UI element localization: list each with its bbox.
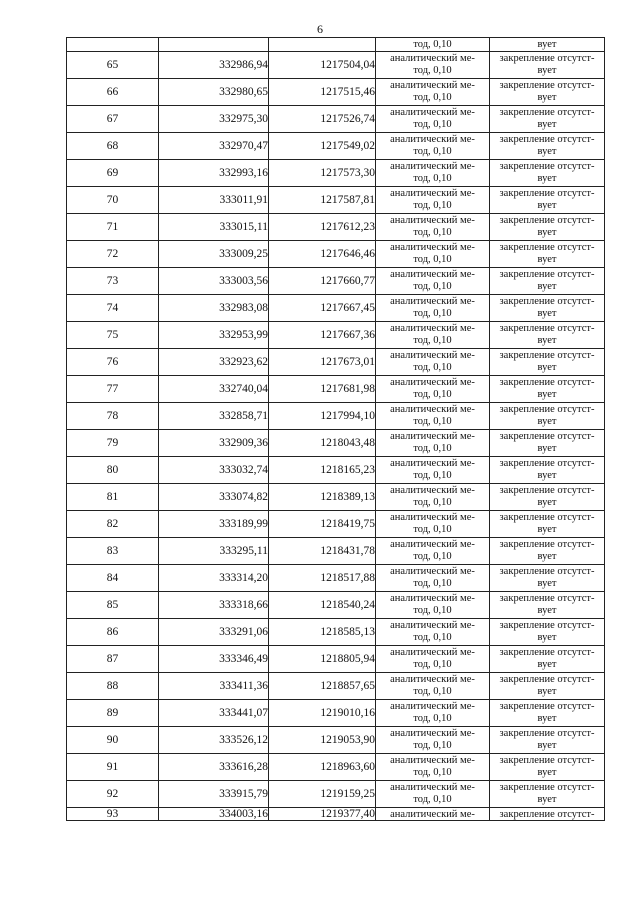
cell-y <box>269 38 376 52</box>
cell-fix <box>490 457 605 484</box>
cell-x: 333009,25 <box>159 241 269 268</box>
cell-fix <box>490 160 605 187</box>
cell-x: 333074,82 <box>159 484 269 511</box>
method-line-1: аналитический ме- <box>390 755 475 766</box>
cell-num: 66 <box>67 79 159 106</box>
cell-method <box>376 511 490 538</box>
method-line-1: аналитический ме- <box>390 80 475 91</box>
method-line-1: аналитический ме- <box>390 620 475 631</box>
cell-fix <box>490 133 605 160</box>
fix-line-1: закрепление отсутст- <box>499 377 595 388</box>
table-row-last <box>67 808 605 821</box>
method-line-2: тод, 0,10 <box>413 497 452 508</box>
cell-method <box>376 295 490 322</box>
method-line-2: тод, 0,10 <box>413 335 452 346</box>
cell-fix <box>490 106 605 133</box>
fix-line-2: вует <box>537 362 557 373</box>
fix-line-1: закрепление отсутст- <box>499 431 595 442</box>
method-line-2: тод, 0,10 <box>413 281 452 292</box>
cell-y: 1218419,75 <box>269 511 376 538</box>
method-line-1: аналитический ме- <box>390 674 475 685</box>
fix-line-1: закрепление отсутст- <box>499 728 595 739</box>
table-row <box>67 79 605 106</box>
cell-num: 73 <box>67 268 159 295</box>
table-row <box>67 106 605 133</box>
cell-y: 1218857,65 <box>269 673 376 700</box>
cell-y: 1217549,02 <box>269 133 376 160</box>
cell-y: 1219159,25 <box>269 781 376 808</box>
cell-num: 67 <box>67 106 159 133</box>
method-line-2: тод, 0,10 <box>413 686 452 697</box>
method-line-1: аналитический ме- <box>390 512 475 523</box>
fix-line-1: закрепление отсутст- <box>499 269 595 280</box>
fix-line-2: вует <box>537 443 557 454</box>
cell-x: 332909,36 <box>159 430 269 457</box>
cell-x: 333189,99 <box>159 511 269 538</box>
fix-line-2: вует <box>537 497 557 508</box>
cell-y: 1218805,94 <box>269 646 376 673</box>
fix-line-2: вует <box>537 389 557 400</box>
cell-method <box>376 241 490 268</box>
fix-line-2: вует <box>537 740 557 751</box>
cell-y: 1218165,23 <box>269 457 376 484</box>
fix-line-2: вует <box>537 146 557 157</box>
fix-line-2: вует <box>537 416 557 427</box>
cell-x: 333295,11 <box>159 538 269 565</box>
fix-line-1: закрепление отсутст- <box>499 404 595 415</box>
cell-x: 332970,47 <box>159 133 269 160</box>
method-line-2: тод, 0,10 <box>413 173 452 184</box>
table-row <box>67 322 605 349</box>
cell-fix <box>490 538 605 565</box>
fix-line-1: закрепление отсутст- <box>499 242 595 253</box>
cell-x: 333011,91 <box>159 187 269 214</box>
method-line-1: аналитический ме- <box>390 269 475 280</box>
cell-method <box>376 457 490 484</box>
cell-num: 70 <box>67 187 159 214</box>
cell-x: 333291,06 <box>159 619 269 646</box>
fix-line-1: закрепление отсутст- <box>499 755 595 766</box>
table-row <box>67 295 605 322</box>
cell-y: 1217612,23 <box>269 214 376 241</box>
table-row-continuation <box>67 38 605 52</box>
fix-line-2: вует <box>537 686 557 697</box>
cell-num: 78 <box>67 403 159 430</box>
cell-fix <box>490 754 605 781</box>
table-row <box>67 403 605 430</box>
cell-fix <box>490 484 605 511</box>
cell-y: 1218540,24 <box>269 592 376 619</box>
cell-x: 332983,08 <box>159 295 269 322</box>
method-line-1: аналитический ме- <box>390 404 475 415</box>
cell-fix: вует <box>490 38 605 52</box>
cell-y: 1217667,45 <box>269 295 376 322</box>
method-line-2: тод, 0,10 <box>413 119 452 130</box>
method-line-1: аналитический ме- <box>390 53 475 64</box>
cell-method <box>376 727 490 754</box>
method-line-1: аналитический ме- <box>390 188 475 199</box>
cell-y: 1219053,90 <box>269 727 376 754</box>
table-row <box>67 592 605 619</box>
fix-line-1: закрепление отсутст- <box>499 539 595 550</box>
cell-num: 71 <box>67 214 159 241</box>
cell-y: 1217660,77 <box>269 268 376 295</box>
fix-line-1: закрепление отсутст- <box>499 566 595 577</box>
table-row <box>67 700 605 727</box>
table-row <box>67 646 605 673</box>
cell-y: 1218043,48 <box>269 430 376 457</box>
table-row <box>67 781 605 808</box>
fix-line-2: вует <box>537 632 557 643</box>
fix-line-1: закрепление отсутст- <box>499 458 595 469</box>
method-line-1: аналитический ме- <box>390 107 475 118</box>
cell-method <box>376 322 490 349</box>
cell-fix <box>490 646 605 673</box>
fix-line-2: вует <box>537 200 557 211</box>
cell-fix <box>490 592 605 619</box>
cell-fix <box>490 727 605 754</box>
table-row <box>67 376 605 403</box>
cell-method <box>376 187 490 214</box>
cell-y: 1217681,98 <box>269 376 376 403</box>
fix-line-1: закрепление отсутст- <box>499 350 595 361</box>
cell-num: 83 <box>67 538 159 565</box>
method-line-2: тод, 0,10 <box>413 254 452 265</box>
fix-line-1: закрепление отсутст- <box>499 296 595 307</box>
cell-y: 1217515,46 <box>269 79 376 106</box>
cell-num: 88 <box>67 673 159 700</box>
cell-fix <box>490 268 605 295</box>
cell-y: 1219010,16 <box>269 700 376 727</box>
cell-x: 333526,12 <box>159 727 269 754</box>
cell-x: 332993,16 <box>159 160 269 187</box>
method-line-2: тод, 0,10 <box>413 200 452 211</box>
cell-method <box>376 592 490 619</box>
table-row <box>67 484 605 511</box>
cell-fix <box>490 187 605 214</box>
cell-num: 75 <box>67 322 159 349</box>
table-row <box>67 349 605 376</box>
method-line-1: аналитический ме- <box>390 566 475 577</box>
fix-line-1: закрепление отсутст- <box>499 80 595 91</box>
cell-method <box>376 214 490 241</box>
cell-x: 332986,94 <box>159 52 269 79</box>
cell-num: 81 <box>67 484 159 511</box>
cell-x: 333318,66 <box>159 592 269 619</box>
cell-y: 1217587,81 <box>269 187 376 214</box>
cell-method <box>376 268 490 295</box>
method-line-2: тод, 0,10 <box>413 362 452 373</box>
method-line-1: аналитический ме- <box>390 782 475 793</box>
method-line-1: аналитический ме- <box>390 728 475 739</box>
cell-method <box>376 52 490 79</box>
method-line-1: аналитический ме- <box>390 485 475 496</box>
fix-line-1: закрепление отсутст- <box>499 107 595 118</box>
cell-x: 333411,36 <box>159 673 269 700</box>
fix-line-1: закрепление отсутст- <box>499 323 595 334</box>
fix-line-2: вует <box>537 65 557 76</box>
table-row <box>67 268 605 295</box>
cell-x: 332923,62 <box>159 349 269 376</box>
cell-x: 333616,28 <box>159 754 269 781</box>
cell-y: 1217667,36 <box>269 322 376 349</box>
method-line-2: тод, 0,10 <box>413 470 452 481</box>
method-line-2: тод, 0,10 <box>413 416 452 427</box>
method-line-2: тод, 0,10 <box>413 794 452 805</box>
fix-line-2: вует <box>537 713 557 724</box>
cell-y: 1218431,78 <box>269 538 376 565</box>
table-row <box>67 430 605 457</box>
cell-method: аналитический ме- <box>376 808 490 821</box>
cell-fix <box>490 376 605 403</box>
method-line-1: аналитический ме- <box>390 350 475 361</box>
table-row <box>67 160 605 187</box>
cell-fix <box>490 781 605 808</box>
method-line-2: тод, 0,10 <box>413 389 452 400</box>
fix-line-2: вует <box>537 308 557 319</box>
cell-method <box>376 646 490 673</box>
cell-num <box>67 38 159 52</box>
fix-line-2: вует <box>537 794 557 805</box>
cell-num: 80 <box>67 457 159 484</box>
fix-line-2: вует <box>537 659 557 670</box>
cell-fix <box>490 565 605 592</box>
cell-y: 1218963,60 <box>269 754 376 781</box>
method-line-2: тод, 0,10 <box>413 524 452 535</box>
method-line-1: аналитический ме- <box>390 647 475 658</box>
cell-num: 76 <box>67 349 159 376</box>
cell-num: 72 <box>67 241 159 268</box>
table-row <box>67 52 605 79</box>
cell-y: 1218517,88 <box>269 565 376 592</box>
method-line-2: тод, 0,10 <box>413 740 452 751</box>
table-row <box>67 511 605 538</box>
cell-method <box>376 700 490 727</box>
table-row <box>67 457 605 484</box>
table-row <box>67 754 605 781</box>
cell-num: 92 <box>67 781 159 808</box>
method-line-2: тод, 0,10 <box>413 443 452 454</box>
table-row <box>67 538 605 565</box>
cell-num: 84 <box>67 565 159 592</box>
cell-x: 333003,56 <box>159 268 269 295</box>
method-line-2: тод, 0,10 <box>413 713 452 724</box>
method-line-2: тод, 0,10 <box>413 308 452 319</box>
method-line-2: тод, 0,10 <box>413 578 452 589</box>
fix-line-1: закрепление отсутст- <box>499 647 595 658</box>
cell-method <box>376 403 490 430</box>
cell-y: 1217994,10 <box>269 403 376 430</box>
method-line-1: аналитический ме- <box>390 161 475 172</box>
cell-method <box>376 79 490 106</box>
cell-method <box>376 349 490 376</box>
cell-y: 1217526,74 <box>269 106 376 133</box>
method-line-2: тод, 0,10 <box>413 632 452 643</box>
cell-fix <box>490 673 605 700</box>
cell-num: 90 <box>67 727 159 754</box>
method-line-2: тод, 0,10 <box>413 659 452 670</box>
fix-line-2: вует <box>537 605 557 616</box>
cell-num: 68 <box>67 133 159 160</box>
cell-num: 87 <box>67 646 159 673</box>
method-line-1: аналитический ме- <box>390 296 475 307</box>
cell-method <box>376 430 490 457</box>
cell-y: 1217646,46 <box>269 241 376 268</box>
cell-num: 77 <box>67 376 159 403</box>
fix-line-1: закрепление отсутст- <box>499 485 595 496</box>
cell-method <box>376 781 490 808</box>
table-row <box>67 565 605 592</box>
cell-x: 332740,04 <box>159 376 269 403</box>
cell-x: 333346,49 <box>159 646 269 673</box>
coordinates-table <box>66 37 605 821</box>
cell-num: 79 <box>67 430 159 457</box>
cell-method <box>376 133 490 160</box>
cell-num: 93 <box>67 808 159 821</box>
cell-y: 1217573,30 <box>269 160 376 187</box>
table-row <box>67 214 605 241</box>
cell-y: 1219377,40 <box>269 808 376 821</box>
cell-x <box>159 38 269 52</box>
method-line-1: аналитический ме- <box>390 242 475 253</box>
cell-fix <box>490 295 605 322</box>
table-row <box>67 727 605 754</box>
method-line-2: тод, 0,10 <box>413 605 452 616</box>
method-line-2: тод, 0,10 <box>413 65 452 76</box>
table-row <box>67 673 605 700</box>
cell-method <box>376 376 490 403</box>
table-row <box>67 241 605 268</box>
fix-line-1: закрепление отсутст- <box>499 215 595 226</box>
cell-num: 69 <box>67 160 159 187</box>
fix-line-1: закрепление отсутст- <box>499 134 595 145</box>
cell-num: 89 <box>67 700 159 727</box>
cell-x: 333441,07 <box>159 700 269 727</box>
cell-num: 91 <box>67 754 159 781</box>
fix-line-2: вует <box>537 119 557 130</box>
table-row <box>67 133 605 160</box>
cell-method <box>376 565 490 592</box>
fix-line-2: вует <box>537 767 557 778</box>
fix-line-2: вует <box>537 281 557 292</box>
method-line-1: аналитический ме- <box>390 593 475 604</box>
table-body <box>67 38 605 821</box>
cell-fix <box>490 349 605 376</box>
fix-line-2: вует <box>537 470 557 481</box>
fix-line-1: закрепление отсутст- <box>499 161 595 172</box>
method-line-2: тод, 0,10 <box>413 92 452 103</box>
cell-method <box>376 619 490 646</box>
method-line-1: аналитический ме- <box>390 134 475 145</box>
method-line-1: аналитический ме- <box>390 539 475 550</box>
method-line-1: аналитический ме- <box>390 458 475 469</box>
cell-fix <box>490 79 605 106</box>
method-line-1: аналитический ме- <box>390 431 475 442</box>
cell-num: 65 <box>67 52 159 79</box>
cell-method <box>376 484 490 511</box>
cell-fix <box>490 403 605 430</box>
fix-line-2: вует <box>537 227 557 238</box>
method-line-2: тод, 0,10 <box>413 146 452 157</box>
cell-fix <box>490 511 605 538</box>
cell-num: 85 <box>67 592 159 619</box>
cell-method <box>376 754 490 781</box>
cell-fix <box>490 430 605 457</box>
cell-fix <box>490 214 605 241</box>
cell-x: 332980,65 <box>159 79 269 106</box>
cell-x: 334003,16 <box>159 808 269 821</box>
page-number: 6 <box>317 22 323 36</box>
fix-line-1: закрепление отсутст- <box>499 188 595 199</box>
fix-line-1: закрепление отсутст- <box>499 53 595 64</box>
cell-method <box>376 160 490 187</box>
fix-line-1: закрепление отсутст- <box>499 620 595 631</box>
cell-x: 333032,74 <box>159 457 269 484</box>
fix-line-1: закрепление отсутст- <box>499 782 595 793</box>
cell-x: 333015,11 <box>159 214 269 241</box>
cell-x: 333314,20 <box>159 565 269 592</box>
method-line-2: тод, 0,10 <box>413 551 452 562</box>
fix-line-1: закрепление отсутст- <box>499 593 595 604</box>
method-line-1: аналитический ме- <box>390 377 475 388</box>
cell-x: 332953,99 <box>159 322 269 349</box>
cell-y: 1217504,04 <box>269 52 376 79</box>
fix-line-2: вует <box>537 173 557 184</box>
cell-method <box>376 538 490 565</box>
cell-y: 1218389,13 <box>269 484 376 511</box>
cell-num: 86 <box>67 619 159 646</box>
method-line-1: аналитический ме- <box>390 323 475 334</box>
fix-line-2: вует <box>537 578 557 589</box>
fix-line-2: вует <box>537 335 557 346</box>
cell-fix: закрепление отсутст- <box>490 808 605 821</box>
cell-fix <box>490 241 605 268</box>
fix-line-1: закрепление отсутст- <box>499 512 595 523</box>
method-line-2: тод, 0,10 <box>413 767 452 778</box>
cell-fix <box>490 52 605 79</box>
cell-fix <box>490 322 605 349</box>
cell-method <box>376 673 490 700</box>
cell-y: 1217673,01 <box>269 349 376 376</box>
cell-x: 332858,71 <box>159 403 269 430</box>
fix-line-1: закрепление отсутст- <box>499 701 595 712</box>
method-line-2: тод, 0,10 <box>413 227 452 238</box>
method-line-1: аналитический ме- <box>390 701 475 712</box>
fix-line-2: вует <box>537 92 557 103</box>
cell-num: 82 <box>67 511 159 538</box>
cell-num: 74 <box>67 295 159 322</box>
cell-fix <box>490 619 605 646</box>
fix-line-2: вует <box>537 551 557 562</box>
fix-line-2: вует <box>537 254 557 265</box>
cell-method <box>376 106 490 133</box>
method-line-1: аналитический ме- <box>390 215 475 226</box>
cell-fix <box>490 700 605 727</box>
cell-x: 332975,30 <box>159 106 269 133</box>
fix-line-1: закрепление отсутст- <box>499 674 595 685</box>
table-row <box>67 187 605 214</box>
cell-method: тод, 0,10 <box>376 38 490 52</box>
cell-x: 333915,79 <box>159 781 269 808</box>
table-row <box>67 619 605 646</box>
fix-line-2: вует <box>537 524 557 535</box>
cell-y: 1218585,13 <box>269 619 376 646</box>
